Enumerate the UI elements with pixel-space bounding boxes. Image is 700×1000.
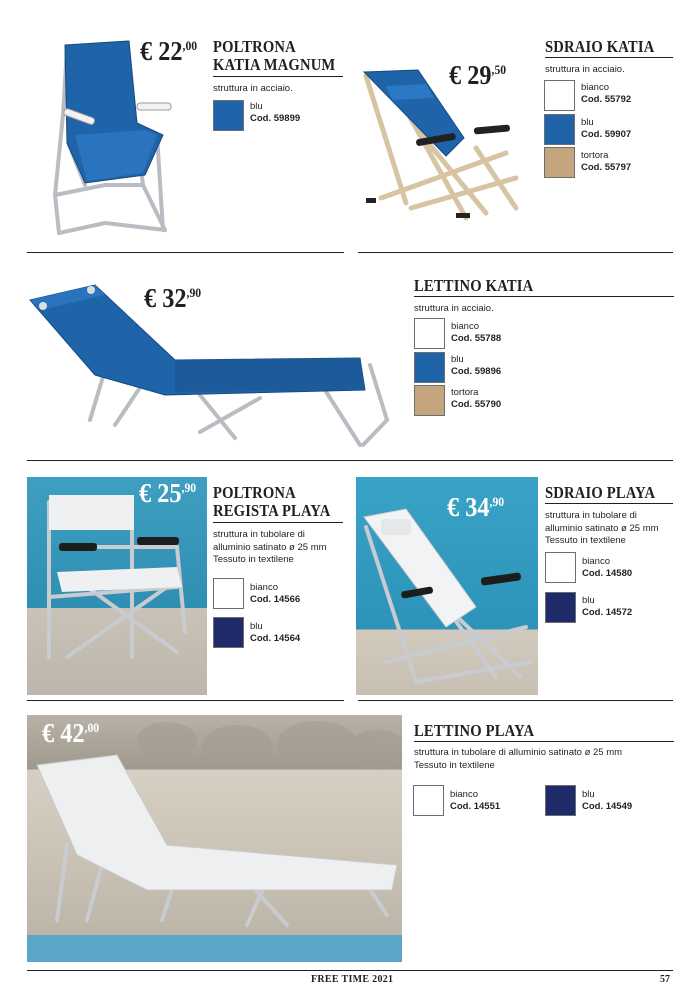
product-description: struttura in tubolare di alluminio satinato ø 25 mm Tessuto in textilene — [545, 510, 659, 546]
color-swatch-blu[interactable] — [414, 352, 445, 383]
color-swatch-tortora[interactable] — [544, 147, 575, 178]
product-description: struttura in acciaio. — [213, 83, 293, 94]
color-swatch-bianco[interactable] — [213, 578, 244, 609]
color-swatch-blu[interactable] — [545, 592, 576, 623]
section-divider — [27, 460, 673, 461]
variant-info: tortora Cod. 55790 — [451, 387, 502, 410]
product-title: POLTRONA REGISTA PLAYA — [213, 483, 331, 520]
sunbed-white-photo — [27, 715, 402, 962]
deck-chair-blue-image — [356, 68, 526, 223]
price-label: € $32^{,90}$ — [144, 283, 202, 313]
product-title: SDRAIO PLAYA — [545, 483, 656, 502]
product-description: struttura in acciaio. — [414, 303, 494, 314]
price-label: € $22^{,00}$ — [140, 36, 198, 66]
variant-info: blu Cod. 59907 — [581, 117, 632, 140]
variant-info: tortora Cod. 55797 — [581, 150, 632, 173]
color-swatch-bianco[interactable] — [545, 552, 576, 583]
title-underline — [414, 741, 674, 742]
director-chair-photo — [27, 477, 207, 695]
footer-rule — [27, 970, 673, 971]
section-divider — [27, 252, 344, 253]
price-label: € $29^{,50}$ — [449, 60, 507, 90]
title-underline — [213, 76, 343, 77]
director-chair-shape — [27, 477, 207, 695]
color-swatch-bianco[interactable] — [544, 80, 575, 111]
variant-info: blu Cod. 14564 — [250, 621, 301, 644]
section-divider — [27, 700, 344, 701]
page-number: 57 — [660, 974, 670, 985]
section-divider — [358, 700, 673, 701]
product-lettino-katia — [0, 255, 700, 460]
color-swatch-tortora[interactable] — [414, 385, 445, 416]
color-swatch-blu[interactable] — [213, 100, 244, 131]
price-label: € $42^{,00}$ — [42, 718, 100, 748]
variant-info: blu Cod. 14572 — [582, 595, 633, 618]
variant-info: bianco Cod. 55792 — [581, 82, 632, 105]
variant-info: bianco Cod. 14551 — [450, 789, 501, 812]
price-label: € $25^{,90}$ — [139, 478, 197, 508]
color-swatch-bianco[interactable] — [413, 785, 444, 816]
title-underline — [213, 522, 343, 523]
product-description: struttura in tubolare di alluminio satinato ø 25 mm Tessuto in textilene — [213, 529, 327, 565]
sunbed-shape — [27, 715, 402, 962]
price-label: € $34^{,90}$ — [447, 492, 505, 522]
product-description: struttura in acciaio. — [545, 64, 625, 75]
product-sdraio-katia — [350, 0, 700, 250]
variant-info: blu Cod. 59896 — [451, 354, 502, 377]
section-divider — [358, 252, 673, 253]
variant-info: bianco Cod. 55788 — [451, 321, 502, 344]
variant-info: bianco Cod. 14566 — [250, 582, 301, 605]
color-swatch-blu[interactable] — [213, 617, 244, 648]
product-description: struttura in tubolare di alluminio satinato ø 25 mm Tessuto in textilene — [414, 747, 623, 771]
product-title: SDRAIO KATIA — [545, 37, 655, 56]
title-underline — [545, 503, 673, 504]
product-title: POLTRONA KATIA MAGNUM — [213, 37, 336, 74]
product-poltrona-katia-magnum — [0, 0, 350, 250]
product-title: LETTINO PLAYA — [414, 721, 535, 740]
product-title: LETTINO KATIA — [414, 276, 534, 295]
variant-info: blu Cod. 59899 — [250, 101, 301, 124]
sunbed-blue-image — [25, 280, 400, 455]
catalog-title: FREE TIME 2021 — [311, 974, 394, 985]
title-underline — [545, 57, 673, 58]
color-swatch-blu[interactable] — [544, 114, 575, 145]
title-underline — [414, 296, 674, 297]
variant-info: blu Cod. 14549 — [582, 789, 633, 812]
variant-info: bianco Cod. 14580 — [582, 556, 633, 579]
color-swatch-blu[interactable] — [545, 785, 576, 816]
color-swatch-bianco[interactable] — [414, 318, 445, 349]
